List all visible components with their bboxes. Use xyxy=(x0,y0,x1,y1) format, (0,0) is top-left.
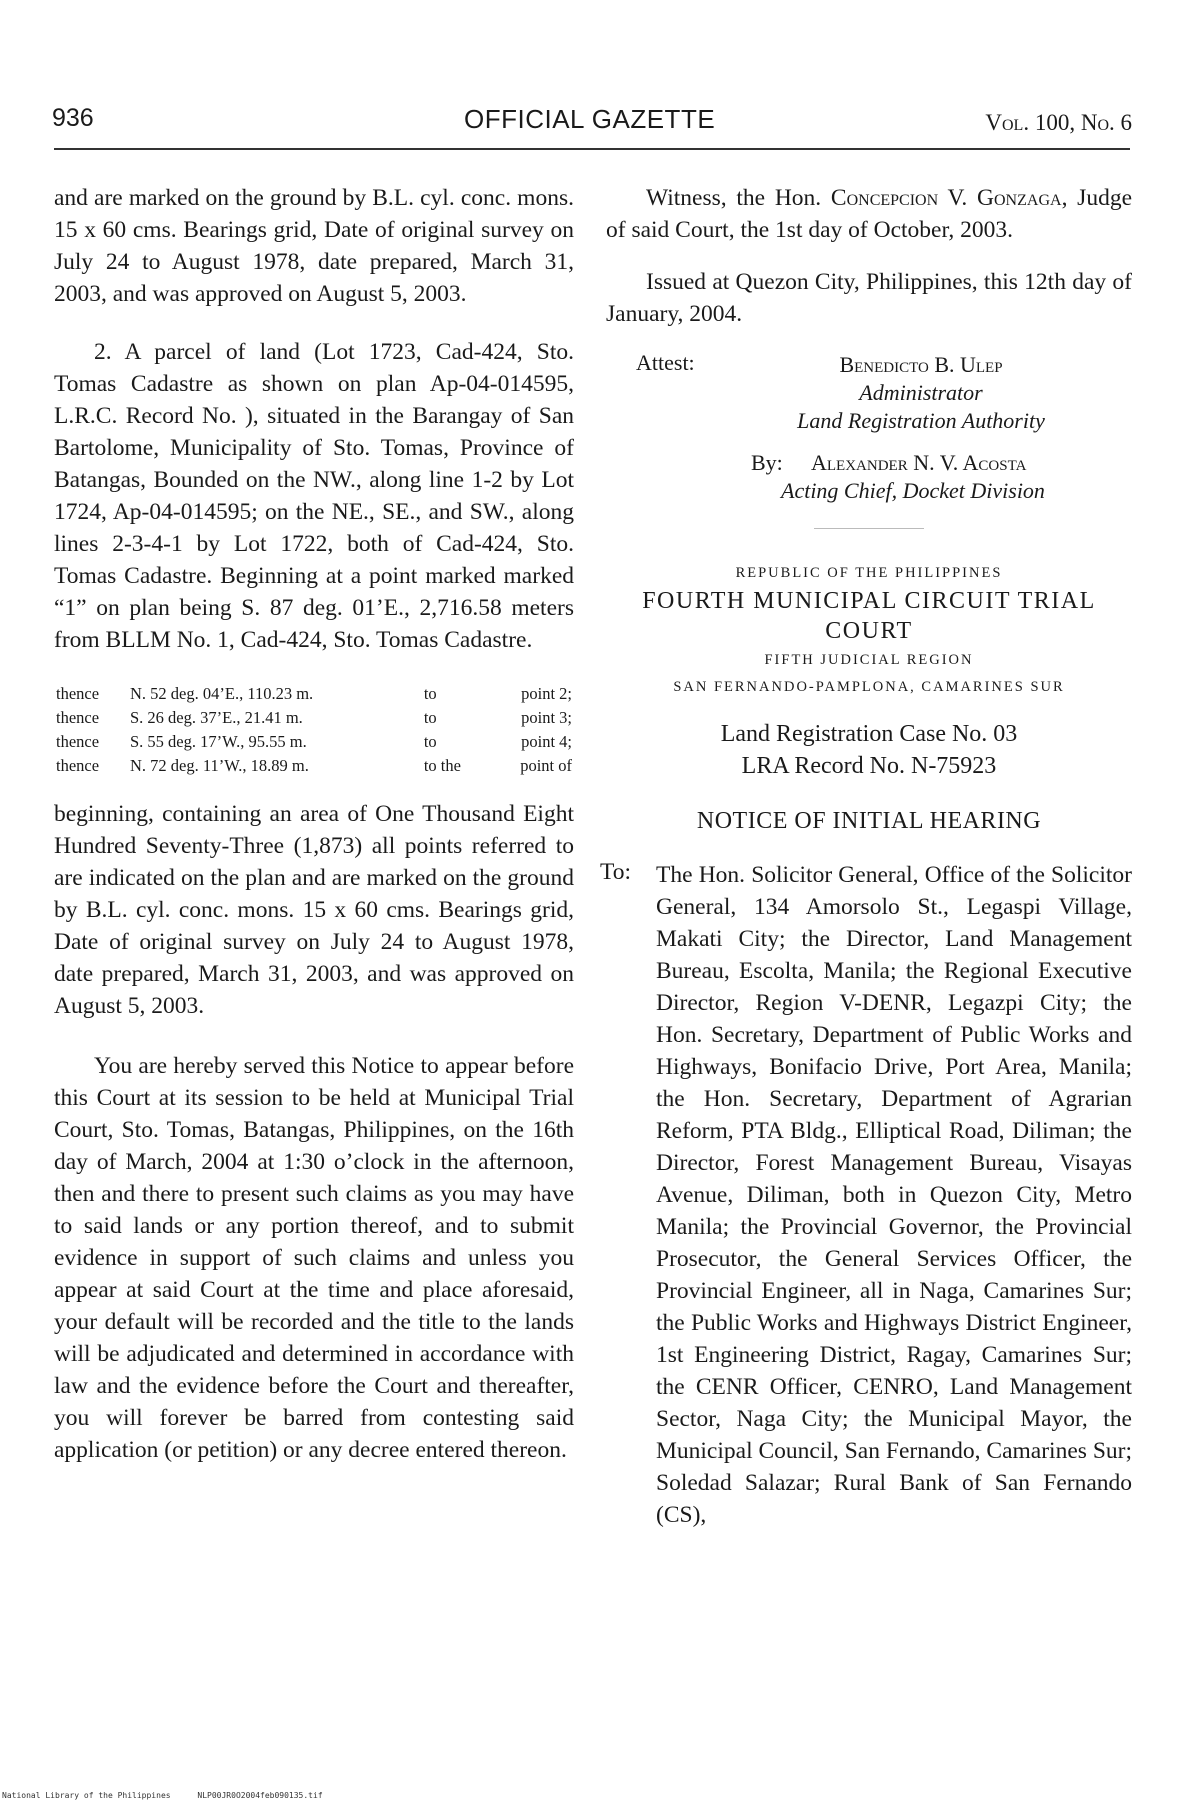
right-column xyxy=(600,182,1133,1554)
court-location: SAN FERNANDO-PAMPLONA, CAMARINES SUR xyxy=(673,679,1065,695)
paragraph-witness xyxy=(606,182,1132,246)
addressees-list: The Hon. Solicitor General, Office of the Solicitor General, 134 Amorsolo St., Legaspi Village, Makati City; the Director, Land Management Bureau, Escolta, Manila; the Regional Executive Director, Region V-DENR, Legazpi City; the Hon. Secretary, Department of Public Works and Highways, Bonifacio Drive, Port Area, Manila; the Hon. Secretary, Department of Agrarian Reform, PTA Bldg., Elliptical Road, Diliman; the Director, Forest Management Bureau, Visayas Avenue, Diliman, both in Quezon City, Metro Manila; the Provincial Governor, the Provincial Prosecutor, the General Services Officer, the Provincial Engineer, all in Naga, Camarines Sur; the Public Works and Highways District Engineer, 1st Engineering District, Ragay, Camarines Sur; the CENR Officer, CENRO, Land Management Sector, Naga City; the Municipal Mayor, the Municipal Council, San Fernando, Camarines Sur; Soledad Salazar; Rural Bank of San Fernando (CS), xyxy=(656,861,1132,1528)
section-divider xyxy=(814,528,924,529)
paragraph-area-description: beginning, containing an area of One Thousand Eight Hundred Seventy-Three (1,873) all points referred to are indicated on the plan and are marked on the ground by B.L. cyl. conc. mons. 15 x 60 cms. Bearings grid, Date of original survey on July 24 to August 1978, date prepared, March 31, 2003, and was approved on August 5, 2003. xyxy=(54,801,574,1019)
bearing-to: to xyxy=(423,732,437,751)
bearing-row xyxy=(54,706,574,730)
left-column xyxy=(54,182,574,1466)
bearing-to: to xyxy=(423,708,437,727)
docket-chief-name: Alexander N. V. Acosta xyxy=(811,450,1027,475)
paragraph-survey-continuation: and are marked on the ground by B.L. cyl. conc. mons. 15 x 60 cms. Bearings grid, Date of original survey on July 24 to August 1978, date prepared, March 31, 2003, and was approved on August 5, 2003. xyxy=(54,185,574,307)
lra-record-number: LRA Record No. N-75923 xyxy=(741,753,997,779)
bearing-value: N. 72 deg. 11’W., 18.89 m. xyxy=(130,756,309,775)
bearing-row xyxy=(54,730,574,754)
bearing-thence: thence xyxy=(56,708,100,727)
library-credit: National Library of the Philippines xyxy=(2,1791,171,1800)
bearing-value: S. 55 deg. 17’W., 95.55 m. xyxy=(130,732,307,751)
judge-name: Concepcion V. Gonzaga xyxy=(830,185,1062,211)
administrator-name: Benedicto B. Ulep xyxy=(839,352,1003,377)
bearing-value: N. 52 deg. 04’E., 110.23 m. xyxy=(130,684,314,703)
witness-pre: Witness, the Hon. xyxy=(646,185,831,211)
page-header xyxy=(52,100,1132,144)
page-number: 936 xyxy=(52,104,94,132)
attest-label: Attest: xyxy=(636,350,695,375)
administrator-title: Administrator xyxy=(859,380,983,405)
administrator-office: Land Registration Authority xyxy=(797,408,1045,433)
bearing-point: point of xyxy=(520,756,572,775)
bearing-thence: thence xyxy=(56,684,100,703)
bearing-value: S. 26 deg. 37’E., 21.41 m. xyxy=(130,708,303,727)
bearings-table xyxy=(54,682,574,778)
publication-title: OFFICIAL GAZETTE xyxy=(464,104,716,134)
bearing-to: to the xyxy=(423,756,461,775)
addressees-block xyxy=(600,859,1132,1531)
by-label: By: xyxy=(751,450,783,475)
volume-label: Vol. 100, No. 6 xyxy=(985,110,1132,135)
bearing-point: point 4; xyxy=(521,732,572,751)
paragraph-issued: Issued at Quezon City, Philippines, this 12th day of January, 2004. xyxy=(606,269,1132,327)
bearing-to: to xyxy=(423,684,437,703)
witness-post: , Judge of said Court, the 1st day of October, 2003. xyxy=(606,185,1133,243)
case-number: Land Registration Case No. 03 xyxy=(720,721,1018,747)
to-label: To: xyxy=(600,858,631,885)
bearing-row xyxy=(54,682,574,706)
paragraph-notice-to-appear: You are hereby served this Notice to appear before this Court at its session to be held at Municipal Trial Court, Sto. Tomas, Batangas, Philippines, on the 16th day of March, 2004 at 1:30 o’clock in the afternoon, then and there to present such claims as you may have to said lands or any portion thereof, and to submit evidence in support of such claims and unless you appear at said Court at the time and place aforesaid, your default will be recorded and the title to the lands will be adjudicated and determined in accordance with law and the evidence before the Court and thereafter, you will forever be barred from contesting said application (or petition) or any decree entered thereon. xyxy=(54,1053,574,1463)
notice-title: NOTICE OF INITIAL HEARING xyxy=(696,808,1042,834)
bearing-thence: thence xyxy=(56,732,100,751)
header-rule xyxy=(54,148,1130,150)
court-name: FOURTH MUNICIPAL CIRCUIT TRIAL COURT xyxy=(642,588,1096,644)
bearing-row xyxy=(54,754,574,778)
docket-chief-title: Acting Chief, Docket Division xyxy=(781,478,1045,503)
scan-filename: NLP00JR0O2004feb090135.tif xyxy=(197,1791,323,1800)
paragraph-parcel-2: 2. A parcel of land (Lot 1723, Cad-424, Sto. Tomas Cadastre as shown on plan Ap-04-014595, L.R.C. Record No. ), situated in the Barangay of San Bartolome, Municipality of Sto. Tomas, Province of Batangas, Bounded on the NW., along line 1-2 by Lot 1724, Ap-04-014595; on the NE., SE., and SW., along lines 2-3-4-1 by Lot 1722, both of Cad-424, Sto. Tomas Cadastre. Beginning at a point marked marked “1” on plan being S. 87 deg. 01’E., 2,716.58 meters from BLLM No. 1, Cad-424, Sto. Tomas Cadastre. xyxy=(54,339,574,653)
scan-footer xyxy=(2,1791,345,1800)
bearing-thence: thence xyxy=(56,756,100,775)
republic-heading: REPUBLIC OF THE PHILIPPINES xyxy=(735,565,1003,581)
bearing-point: point 2; xyxy=(521,684,572,703)
attest-block xyxy=(606,348,1132,503)
judicial-region: FIFTH JUDICIAL REGION xyxy=(764,652,974,668)
bearing-point: point 3; xyxy=(521,708,572,727)
